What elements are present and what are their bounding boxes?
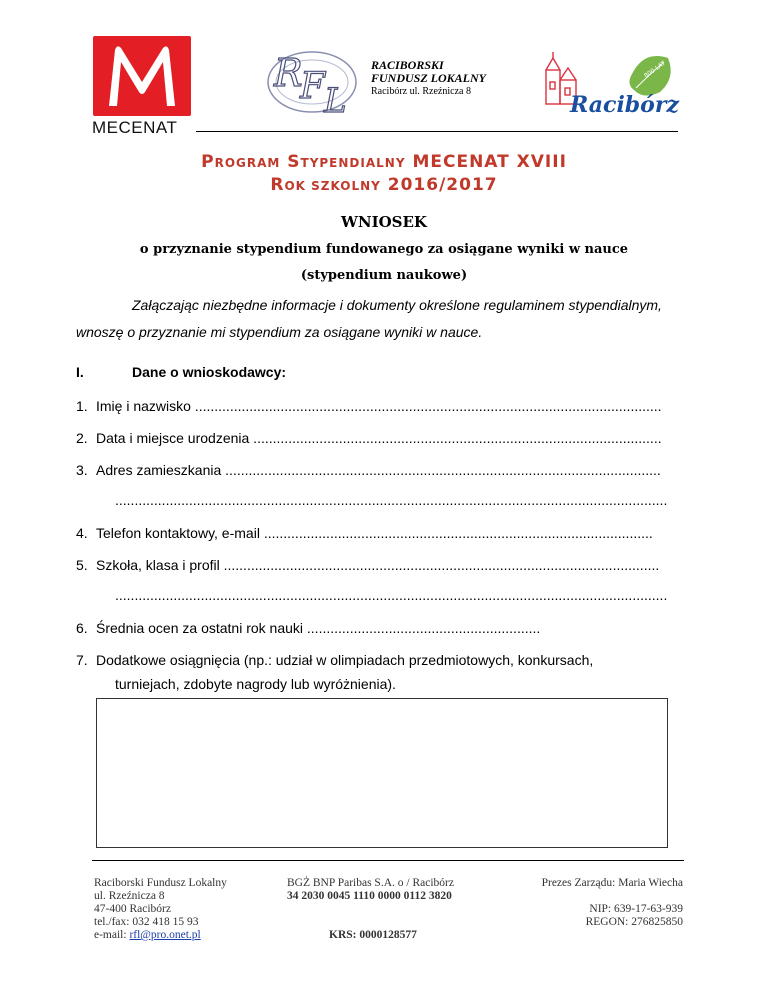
svg-text:800 LAT: 800 LAT: [643, 59, 667, 80]
svg-text:F: F: [300, 66, 325, 107]
form-heading: WNIOSEK: [341, 213, 427, 231]
program-title: PROGRAM STYPENDIALNY MECENAT XVIII: [201, 152, 567, 172]
field-achievements: 7. Dodatkowe osiągnięcia (np.: udział w olimpiadach przedmiotowych, konkursach,: [76, 652, 594, 668]
field-name[interactable]: 1. Imię i nazwisko ........................................................................................................................: [76, 398, 662, 414]
form-subheading-type: (stypendium naukowe): [300, 268, 468, 283]
rfl-monogram-icon: [262, 44, 362, 120]
intro-text-line2: wnoszę o przyznanie mi stypendium za osiągane wyniki w nauce.: [76, 324, 483, 340]
field-contact[interactable]: 4. Telefon kontaktowy, e-mail ....................................................................................................: [76, 525, 653, 541]
field-birth[interactable]: 2. Data i miejsce urodzenia .........................................................................................................: [76, 430, 662, 446]
raciborz-city-logo: [540, 48, 680, 124]
rfl-name-line2: FUNDUSZ LOKALNY: [371, 71, 487, 85]
field-average[interactable]: 6. Średnia ocen za ostatni rok nauki ............................................................: [76, 620, 541, 636]
field-address[interactable]: 3. Adres zamieszkania ................................................................................................................: [76, 462, 661, 478]
footer-bank: BGŻ BNP Paribas S.A. o / Racibórz 34 2030 0045 1110 0000 0112 3820 KRS: 0000128577: [287, 877, 454, 941]
mecenat-logo: [93, 36, 191, 116]
raciborz-wordmark: Racibórz: [570, 92, 679, 118]
field-address-continuation[interactable]: ..............................................................................................................................................: [115, 492, 668, 508]
field-school[interactable]: 5. Szkoła, klasa i profil ................................................................................................................: [76, 557, 660, 573]
field-achievements-continuation: turniejach, zdobyte nagrody lub wyróżnienia).: [115, 676, 396, 692]
form-subheading: o przyznanie stypendium fundowanego za osiągane wyniki w nauce: [139, 242, 629, 257]
mecenat-m-icon: [93, 36, 191, 116]
field-school-continuation[interactable]: ..............................................................................................................................................: [115, 587, 668, 603]
rfl-name-block: [371, 59, 486, 99]
email-link[interactable]: rfl@pro.onet.pl: [129, 929, 201, 941]
mecenat-wordmark: MECENAT: [92, 118, 178, 137]
school-year-title: ROK SZKOLNY 2016/2017: [270, 175, 498, 195]
svg-text:L: L: [324, 81, 347, 120]
section-number: I.: [76, 364, 84, 380]
section-title: Dane o wnioskodawcy:: [132, 364, 287, 380]
leaf-icon: [629, 56, 670, 96]
rfl-name-line1: RACIBORSKI: [371, 58, 444, 72]
rfl-address: Racibórz ul. Rzeźnicza 8: [371, 86, 471, 97]
footer-registry: Prezes Zarządu: Maria Wiecha NIP: 639-17-63-939 REGON: 276825850: [541, 877, 683, 928]
header-divider: [196, 131, 678, 132]
footer-divider: [92, 860, 684, 861]
svg-text:R: R: [274, 51, 303, 95]
achievements-answer-box[interactable]: [96, 698, 668, 848]
intro-text-line1: Załączając niezbędne informacje i dokumenty określone regulaminem stypendialnym,: [132, 297, 662, 313]
footer-address: Raciborski Fundusz Lokalny ul. Rzeźnicza 8 47-400 Racibórz tel./fax: 032 418 15 93 e-mail: rfl@pro.onet.pl: [94, 877, 227, 941]
